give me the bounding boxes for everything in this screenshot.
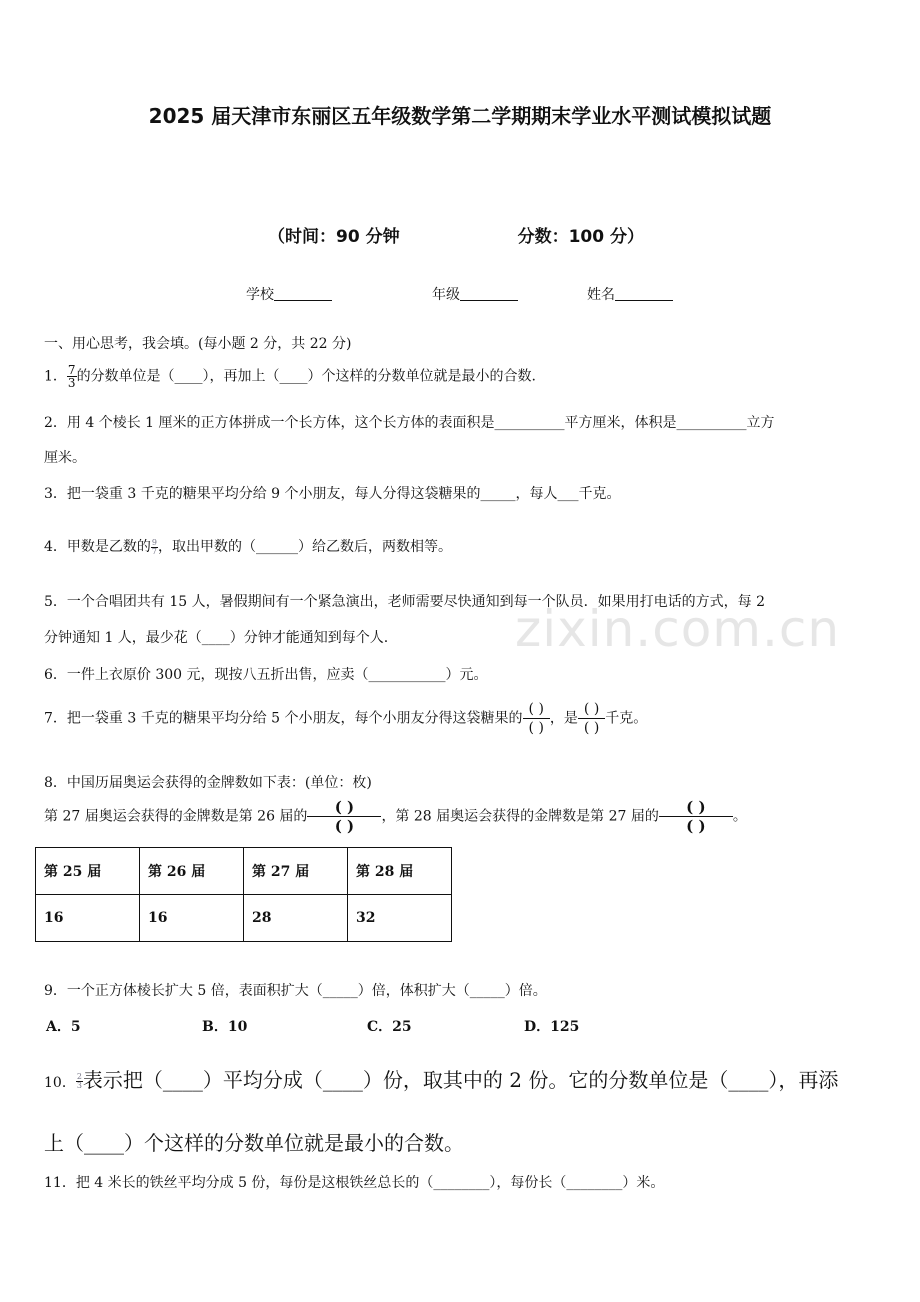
question-2-line2: 厘米。	[44, 450, 86, 466]
question-8-sentence	[44, 798, 747, 835]
answer-fraction-blank: ( ) ( )	[659, 798, 733, 835]
question-6: 6．一件上衣原价 300 元，现按八五折出售，应卖（___________）元。	[44, 667, 488, 683]
answer-fraction-blank: ( ) ( )	[307, 798, 381, 835]
table-cell: 28	[244, 895, 348, 942]
question-8-post: 。	[732, 808, 747, 825]
name-blank	[615, 286, 673, 301]
question-8-intro: 8．中国历届奥运会获得的金牌数如下表：(单位：枚)	[44, 775, 372, 791]
question-10-line1	[44, 1064, 838, 1093]
question-10-number: 10．	[44, 1075, 76, 1091]
table-header-row	[36, 848, 452, 895]
school-blank	[274, 286, 332, 301]
total-score: 分数：100 分）	[517, 227, 644, 247]
question-5-line2: 分钟通知 1 人，最少花（____）分钟才能通知到每个人.	[44, 630, 389, 646]
option-a[interactable]: A．5	[46, 1019, 81, 1035]
table-cell: 16	[140, 895, 244, 942]
question-8-pre: 第 27 届奥运会获得的金牌数是第 26 届的	[44, 808, 308, 825]
watermark: zixin.com.cn	[515, 600, 841, 658]
fraction-7-3: $\frac{7}{3}$	[67, 363, 76, 390]
table-header-cell: 第 25 届	[36, 848, 140, 895]
question-7-pre: 7．把一袋重 3 千克的糖果平均分给 5 个小朋友，每个小朋友分得这袋糖果的	[44, 710, 523, 727]
question-5-line1: 5．一个合唱团共有 15 人，暑假期间有一个紧急演出，老师需要尽快通知到每一个队员．如果用打电话的方式，每 2	[44, 594, 765, 610]
question-10-text: 表示把（____）平均分成（____）份，取其中的 2 份。它的分数单位是（____），再添	[82, 1068, 839, 1092]
question-4-post: ，取出甲数的（______）给乙数后，两数相等。	[158, 539, 453, 555]
table-header-cell: 第 26 届	[140, 848, 244, 895]
grade-blank	[460, 286, 518, 301]
option-b[interactable]: B．10	[202, 1019, 248, 1035]
question-7	[44, 700, 647, 737]
answer-fraction-blank: ( ) ( )	[578, 700, 605, 737]
exam-meta	[268, 222, 644, 247]
option-d[interactable]: D．125	[524, 1019, 580, 1035]
question-9: 9．一个正方体棱长扩大 5 倍，表面积扩大（_____）倍，体积扩大（_____）倍。	[44, 983, 547, 999]
question-11: 11．把 4 米长的铁丝平均分成 5 份，每份是这根铁丝总长的（________），每份长（________）米。	[44, 1175, 665, 1191]
question-1-number: 1．	[44, 368, 67, 385]
grade-label: 年级	[432, 287, 460, 303]
school-label: 学校	[246, 287, 274, 303]
question-4	[44, 536, 452, 556]
table-cell: 16	[36, 895, 140, 942]
table-header-cell: 第 27 届	[244, 848, 348, 895]
page-title: 2025 届天津市东丽区五年级数学第二学期期末学业水平测试模拟试题	[148, 104, 772, 128]
table-row	[36, 895, 452, 942]
grade-field	[432, 284, 518, 304]
school-field	[246, 284, 332, 304]
answer-fraction-blank: ( ) ( )	[523, 700, 550, 737]
question-7-post: 千克。	[605, 710, 648, 727]
option-c[interactable]: C．25	[367, 1019, 412, 1035]
question-8-mid: ，第 28 届奥运会获得的金牌数是第 27 届的	[381, 808, 659, 825]
time-limit: （时间：90 分钟	[268, 227, 400, 247]
question-3: 3．把一袋重 3 千克的糖果平均分给 9 个小朋友，每人分得这袋糖果的_____，每人___千克。	[44, 486, 621, 502]
section-heading: 一、用心思考，我会填。(每小题 2 分，共 22 分)	[44, 336, 352, 352]
question-1	[44, 364, 536, 389]
question-1-text: 的分数单位是（____），再加上（____）个这样的分数单位就是最小的合数.	[76, 368, 537, 385]
medal-table	[35, 847, 452, 942]
table-header-cell: 第 28 届	[348, 848, 452, 895]
table-cell: 32	[348, 895, 452, 942]
question-4-pre: 4．甲数是乙数的	[44, 539, 151, 555]
question-2-line1: 2．用 4 个棱长 1 厘米的正方体拼成一个长方体，这个长方体的表面积是__________平方厘米，体积是__________立方	[44, 415, 775, 431]
fraction-9-7: $\frac{9}{7}$	[151, 537, 158, 556]
question-10-line2: 上（____）个这样的分数单位就是最小的合数。	[44, 1131, 464, 1155]
question-7-mid: ，是	[549, 710, 578, 727]
name-field	[587, 284, 673, 304]
name-label: 姓名	[587, 287, 615, 303]
fraction-2-3: $\frac{2}{3}$	[76, 1072, 82, 1090]
